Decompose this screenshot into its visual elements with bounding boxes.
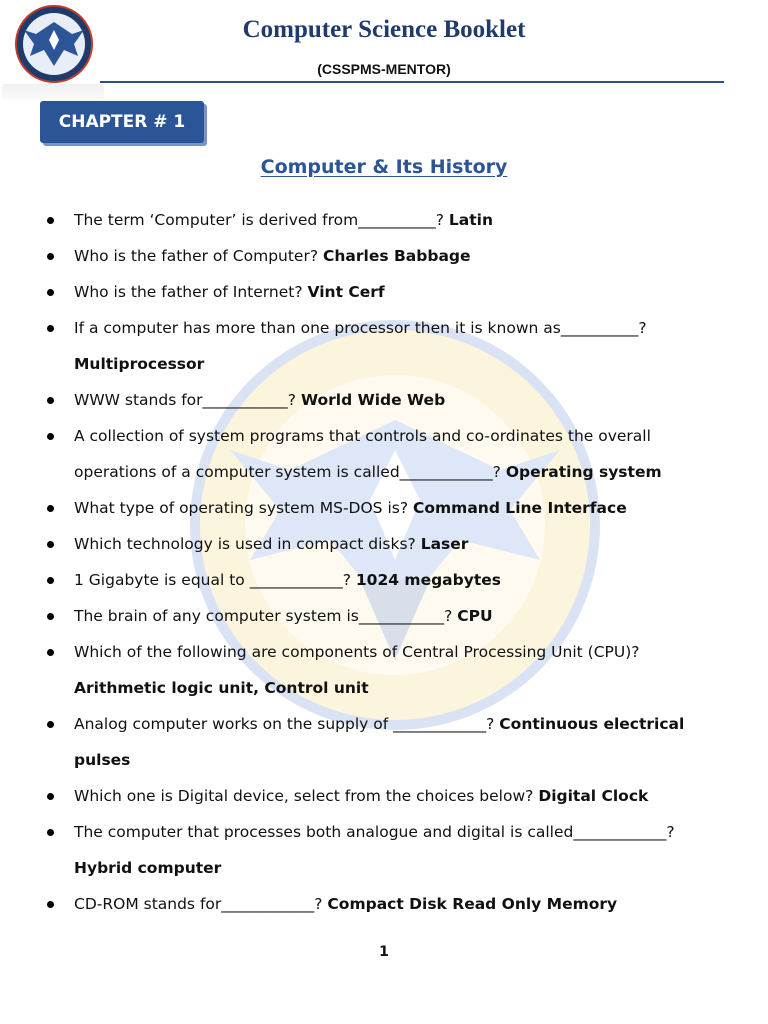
list-item (44, 310, 724, 382)
answer-text: Compact Disk Read Only Memory (327, 895, 618, 913)
question-text: 1 Gigabyte is equal to ____________? (74, 571, 351, 589)
question-text: The term ‘Computer’ is derived from__________? (74, 211, 444, 229)
question-text: Who is the father of Computer? (74, 247, 319, 265)
answer-text: 1024 megabytes (355, 571, 501, 589)
list-item (44, 634, 724, 706)
list-item (44, 202, 724, 238)
list-item (44, 382, 724, 418)
header-divider (100, 81, 724, 83)
answer-text: World Wide Web (300, 391, 446, 409)
answer-text: Hybrid computer (74, 859, 222, 877)
question-text: The brain of any computer system is___________? (74, 607, 453, 625)
answer-text: Latin (448, 211, 493, 229)
question-text: Which technology is used in compact disks? (74, 535, 416, 553)
answer-text: Charles Babbage (323, 247, 471, 265)
answer-text: Digital Clock (538, 787, 649, 805)
list-item (44, 562, 724, 598)
question-text: A collection of system programs that controls and co-ordinates the overall operations of a computer system is called____________? (74, 427, 651, 481)
question-text: If a computer has more than one processor then it is known as__________? (74, 319, 647, 337)
answer-text: Vint Cerf (307, 283, 385, 301)
question-text: Which one is Digital device, select from the choices below? (74, 787, 534, 805)
list-item (44, 274, 724, 310)
booklet-title: Computer Science Booklet (242, 16, 526, 43)
list-item (44, 598, 724, 634)
answer-text: CPU (457, 607, 493, 625)
answer-text: Continuous electrical pulses (74, 715, 685, 769)
page-number: 1 (379, 944, 389, 960)
list-item (44, 706, 724, 778)
answer-text: Command Line Interface (413, 499, 627, 517)
answer-text: Multiprocessor (74, 355, 205, 373)
question-text: Analog computer works on the supply of ____________? (74, 715, 495, 733)
answer-text: Arithmetic logic unit, Control unit (74, 679, 369, 697)
section-title: Computer & Its History (260, 156, 508, 178)
question-text: CD-ROM stands for____________? (74, 895, 323, 913)
question-text: Who is the father of Internet? (74, 283, 303, 301)
question-text: What type of operating system MS-DOS is? (74, 499, 409, 517)
chapter-label: CHAPTER # 1 (58, 112, 186, 132)
booklet-subtitle: (CSSPMS-MENTOR) (317, 61, 451, 77)
question-text: WWW stands for___________? (74, 391, 297, 409)
list-item (44, 778, 724, 814)
chapter-tab (40, 101, 204, 143)
qa-list (44, 202, 724, 922)
list-item (44, 886, 724, 922)
list-item (44, 418, 724, 490)
question-text: The computer that processes both analogue and digital is called____________? (74, 823, 675, 841)
logo-shadow (2, 84, 104, 100)
list-item (44, 814, 724, 886)
list-item (44, 490, 724, 526)
answer-text: Operating system (505, 463, 662, 481)
list-item (44, 526, 724, 562)
question-text: Which of the following are components of Central Processing Unit (CPU)? (74, 643, 640, 661)
list-item (44, 238, 724, 274)
answer-text: Laser (420, 535, 469, 553)
